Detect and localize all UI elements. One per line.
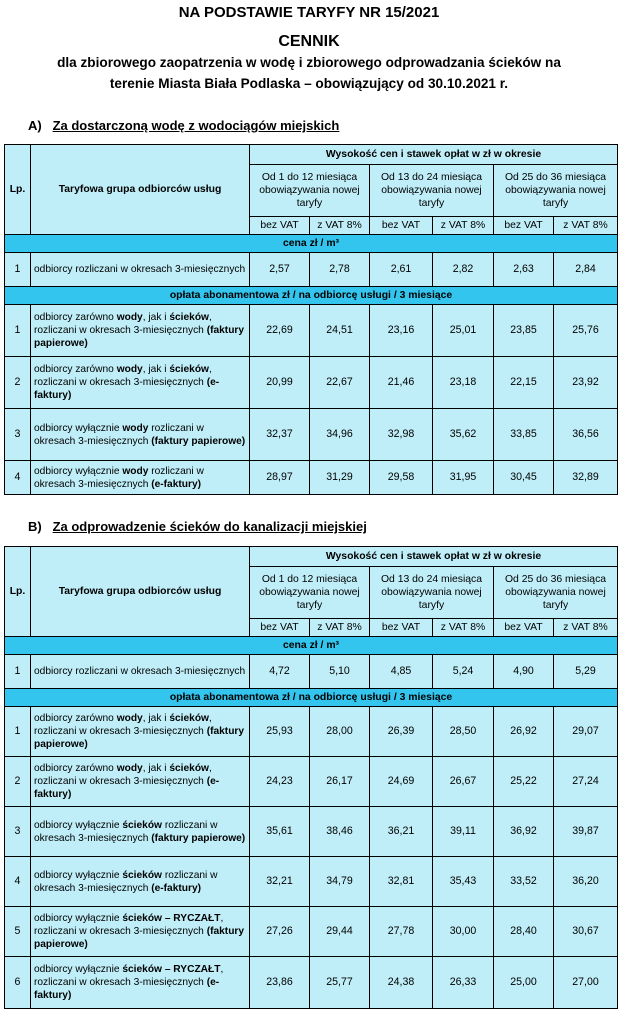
fee-value: 36,56 (554, 409, 618, 461)
fee-value: 20,99 (250, 357, 310, 409)
price-value: 2,78 (310, 253, 370, 287)
customer-group-text: , jak i (142, 312, 170, 323)
fee-value: 26,17 (310, 757, 370, 807)
customer-group-text: , rozliczani w okresach 3-miesięcznych (34, 964, 224, 988)
fee-value: 23,16 (370, 305, 433, 357)
fee-value: 32,21 (250, 857, 310, 907)
fee-band: opłata abonamentowa zł / na odbiorcę usługi / 3 miesiące (5, 287, 618, 305)
fee-row (5, 857, 618, 907)
section-b-heading (28, 519, 367, 534)
customer-group (31, 857, 250, 907)
fee-row (5, 907, 618, 957)
header-row (5, 547, 618, 567)
sewage-price-table (4, 546, 618, 1009)
customer-group-emphasis: (faktury papierowe) (151, 832, 246, 844)
row-number: 2 (5, 357, 31, 409)
customer-group-text: , rozliczani w okresach 3-miesięcznych (34, 312, 212, 336)
section-b-letter: B) (28, 519, 42, 534)
customer-group-text: odbiorcy zarówno (34, 713, 117, 724)
fee-value: 25,93 (250, 707, 310, 757)
fee-value: 27,24 (554, 757, 618, 807)
customer-group: odbiorcy rozliczani w okresach 3-miesięcznych (31, 655, 250, 689)
price-value: 5,10 (310, 655, 370, 689)
customer-group-text: rozliczani w okresach 3-miesięcznych (34, 422, 204, 447)
customer-group-text: , jak i (142, 763, 170, 774)
customer-group (31, 357, 250, 409)
customer-group-text: odbiorcy wyłącznie (34, 869, 123, 881)
fee-value: 28,40 (494, 907, 554, 957)
fee-value: 28,00 (310, 707, 370, 757)
row-number: 6 (5, 957, 31, 1009)
fee-row (5, 757, 618, 807)
fee-band-row (5, 689, 618, 707)
period-header: Od 13 do 24 miesiąca obowiązywania nowej taryfy (370, 165, 494, 217)
customer-group-emphasis: ścieków (169, 312, 209, 323)
vat-header: z VAT 8% (310, 619, 370, 637)
row-number: 3 (5, 409, 31, 461)
rates-column-header: Wysokość cen i stawek opłat w zł w okresie (250, 145, 618, 165)
group-column-header: Taryfowa grupa odbiorców usług (31, 547, 250, 637)
customer-group-emphasis: wody (116, 364, 143, 375)
tariff-title: NA PODSTAWIE TARYFY NR 15/2021 (178, 4, 440, 21)
customer-group-text: , rozliczani w okresach 3-miesięcznych (34, 713, 212, 737)
customer-group-text: odbiorcy zarówno (34, 312, 117, 323)
customer-group-text: rozliczani w okresach 3-miesięcznych (34, 869, 218, 894)
customer-group (31, 305, 250, 357)
customer-group (31, 907, 250, 957)
fee-value: 26,67 (433, 757, 494, 807)
fee-value: 27,26 (250, 907, 310, 957)
vat-header: bez VAT (250, 217, 310, 235)
document-header (0, 4, 618, 93)
customer-group (31, 807, 250, 857)
customer-group-text: odbiorcy wyłącznie (34, 819, 123, 831)
customer-group-emphasis: (e-faktury) (34, 776, 220, 800)
customer-group-emphasis: (faktury papierowe) (34, 726, 245, 750)
price-list-description-line1: dla zbiorowego zaopatrzenia w wodę i zbiorowego odprowadzania ścieków na (57, 55, 561, 70)
fee-row (5, 707, 618, 757)
fee-value: 35,43 (433, 857, 494, 907)
customer-group-emphasis: (e-faktury) (151, 478, 202, 490)
group-column-header: Taryfowa grupa odbiorców usług (31, 145, 250, 235)
period-header: Od 25 do 36 miesiąca obowiązywania nowej taryfy (494, 165, 618, 217)
fee-value: 39,87 (554, 807, 618, 857)
fee-value: 27,00 (554, 957, 618, 1009)
fee-row (5, 957, 618, 1009)
fee-value: 22,15 (494, 357, 554, 409)
fee-value: 21,46 (370, 357, 433, 409)
customer-group-text: odbiorcy wyłącznie (34, 964, 123, 975)
rates-column-header: Wysokość cen i stawek opłat w zł w okresie (250, 547, 618, 567)
fee-value: 25,77 (310, 957, 370, 1009)
customer-group-emphasis: ścieków – RYCZAŁT (122, 964, 221, 975)
customer-group-emphasis: ścieków (169, 364, 209, 375)
fee-value: 27,78 (370, 907, 433, 957)
vat-header: bez VAT (250, 619, 310, 637)
customer-group-emphasis: (e-faktury) (34, 977, 220, 1001)
price-value: 4,90 (494, 655, 554, 689)
fee-value: 24,23 (250, 757, 310, 807)
price-value: 2,84 (554, 253, 618, 287)
customer-group-emphasis: ścieków (169, 763, 209, 774)
section-a-letter: A) (28, 118, 42, 133)
customer-group-emphasis: wody (116, 312, 143, 323)
vat-header: z VAT 8% (554, 619, 618, 637)
row-number: 1 (5, 707, 31, 757)
fee-value: 35,61 (250, 807, 310, 857)
vat-header: z VAT 8% (554, 217, 618, 235)
fee-row (5, 409, 618, 461)
row-number: 4 (5, 857, 31, 907)
fee-value: 32,89 (554, 461, 618, 495)
row-number: 5 (5, 907, 31, 957)
period-header: Od 25 do 36 miesiąca obowiązywania nowej taryfy (494, 567, 618, 619)
fee-value: 22,67 (310, 357, 370, 409)
fee-value: 30,00 (433, 907, 494, 957)
fee-value: 32,37 (250, 409, 310, 461)
fee-value: 31,29 (310, 461, 370, 495)
fee-value: 29,44 (310, 907, 370, 957)
price-list-title: CENNIK (278, 33, 340, 50)
customer-group-text: , jak i (142, 364, 170, 375)
customer-group-emphasis: wody (116, 763, 143, 774)
row-number: 1 (5, 253, 31, 287)
customer-group: odbiorcy rozliczani w okresach 3-miesięcznych (31, 253, 250, 287)
fee-value: 33,85 (494, 409, 554, 461)
vat-header: bez VAT (494, 619, 554, 637)
customer-group-text: rozliczani w okresach 3-miesięcznych (34, 819, 218, 844)
fee-value: 39,11 (433, 807, 494, 857)
fee-value: 26,33 (433, 957, 494, 1009)
customer-group-emphasis: wody (122, 465, 149, 477)
fee-value: 36,92 (494, 807, 554, 857)
price-value: 2,57 (250, 253, 310, 287)
customer-group-text: , rozliczani w okresach 3-miesięcznych (34, 763, 212, 787)
price-value: 4,85 (370, 655, 433, 689)
vat-header: z VAT 8% (433, 217, 494, 235)
fee-band: opłata abonamentowa zł / na odbiorcę usługi / 3 miesiące (5, 689, 618, 707)
lp-column-header: Lp. (5, 145, 31, 235)
fee-value: 31,95 (433, 461, 494, 495)
customer-group (31, 707, 250, 757)
customer-group-emphasis: (e-faktury) (151, 882, 202, 894)
fee-value: 26,39 (370, 707, 433, 757)
vat-header: bez VAT (370, 217, 433, 235)
fee-value: 32,98 (370, 409, 433, 461)
period-header: Od 13 do 24 miesiąca obowiązywania nowej taryfy (370, 567, 494, 619)
fee-row (5, 357, 618, 409)
vat-header: z VAT 8% (433, 619, 494, 637)
customer-group-text: rozliczani w okresach 3-miesięcznych (34, 465, 204, 490)
price-row (5, 253, 618, 287)
customer-group-emphasis: (e-faktury) (34, 377, 220, 401)
section-a-title: Za dostarczoną wodę z wodociągów miejskich (52, 118, 340, 133)
water-price-table (4, 144, 618, 495)
fee-value: 23,18 (433, 357, 494, 409)
price-band-row (5, 235, 618, 253)
customer-group-emphasis: wody (122, 422, 149, 434)
fee-value: 25,22 (494, 757, 554, 807)
row-number: 2 (5, 757, 31, 807)
vat-header: bez VAT (370, 619, 433, 637)
price-band: cena zł / m³ (5, 235, 618, 253)
fee-value: 34,96 (310, 409, 370, 461)
fee-value: 29,58 (370, 461, 433, 495)
customer-group-text: odbiorcy wyłącznie (34, 465, 123, 477)
fee-value: 22,69 (250, 305, 310, 357)
customer-group (31, 461, 250, 495)
price-value: 2,61 (370, 253, 433, 287)
price-band: cena zł / m³ (5, 637, 618, 655)
customer-group-emphasis: (faktury papierowe) (34, 325, 245, 349)
customer-group-emphasis: ścieków (122, 819, 162, 831)
customer-group-text: , rozliczani w okresach 3-miesięcznych (34, 364, 212, 388)
fee-value: 24,38 (370, 957, 433, 1009)
price-value: 2,82 (433, 253, 494, 287)
fee-value: 23,85 (494, 305, 554, 357)
price-value: 5,24 (433, 655, 494, 689)
row-number: 3 (5, 807, 31, 857)
fee-value: 23,92 (554, 357, 618, 409)
fee-value: 25,00 (494, 957, 554, 1009)
row-number: 4 (5, 461, 31, 495)
fee-value: 24,69 (370, 757, 433, 807)
customer-group-emphasis: ścieków – RYCZAŁT (122, 913, 221, 924)
fee-band-row (5, 287, 618, 305)
fee-value: 36,21 (370, 807, 433, 857)
fee-value: 25,76 (554, 305, 618, 357)
price-row (5, 655, 618, 689)
price-list-description-line2: terenie Miasta Biała Podlaska – obowiązujący od 30.10.2021 r. (109, 76, 509, 91)
customer-group-text: odbiorcy wyłącznie (34, 422, 123, 434)
customer-group-emphasis: wody (116, 713, 143, 724)
customer-group-text: , jak i (142, 713, 170, 724)
fee-value: 38,46 (310, 807, 370, 857)
price-value: 5,29 (554, 655, 618, 689)
section-b-title: Za odprowadzenie ścieków do kanalizacji miejskiej (52, 519, 367, 534)
price-value: 4,72 (250, 655, 310, 689)
fee-value: 23,86 (250, 957, 310, 1009)
period-header: Od 1 do 12 miesiąca obowiązywania nowej taryfy (250, 165, 370, 217)
fee-row (5, 461, 618, 495)
customer-group (31, 757, 250, 807)
customer-group-text: odbiorcy wyłącznie (34, 913, 123, 924)
price-value: 2,63 (494, 253, 554, 287)
price-band-row (5, 637, 618, 655)
fee-row (5, 807, 618, 857)
customer-group-text: odbiorcy zarówno (34, 763, 117, 774)
fee-row (5, 305, 618, 357)
row-number: 1 (5, 305, 31, 357)
fee-value: 36,20 (554, 857, 618, 907)
row-number: 1 (5, 655, 31, 689)
header-row (5, 145, 618, 165)
customer-group-text: , rozliczani w okresach 3-miesięcznych (34, 913, 224, 937)
vat-header: z VAT 8% (310, 217, 370, 235)
customer-group (31, 409, 250, 461)
section-a-heading (28, 118, 339, 133)
customer-group-emphasis: (faktury papierowe) (34, 926, 245, 950)
fee-value: 29,07 (554, 707, 618, 757)
fee-value: 30,45 (494, 461, 554, 495)
customer-group (31, 957, 250, 1009)
lp-column-header: Lp. (5, 547, 31, 637)
fee-value: 35,62 (433, 409, 494, 461)
period-header: Od 1 do 12 miesiąca obowiązywania nowej taryfy (250, 567, 370, 619)
customer-group-text: odbiorcy zarówno (34, 364, 117, 375)
fee-value: 28,97 (250, 461, 310, 495)
fee-value: 30,67 (554, 907, 618, 957)
fee-value: 24,51 (310, 305, 370, 357)
customer-group-emphasis: ścieków (122, 869, 162, 881)
fee-value: 26,92 (494, 707, 554, 757)
vat-header: bez VAT (494, 217, 554, 235)
fee-value: 28,50 (433, 707, 494, 757)
fee-value: 33,52 (494, 857, 554, 907)
customer-group-emphasis: (faktury papierowe) (151, 435, 246, 447)
customer-group-emphasis: ścieków (169, 713, 209, 724)
fee-value: 34,79 (310, 857, 370, 907)
fee-value: 25,01 (433, 305, 494, 357)
fee-value: 32,81 (370, 857, 433, 907)
